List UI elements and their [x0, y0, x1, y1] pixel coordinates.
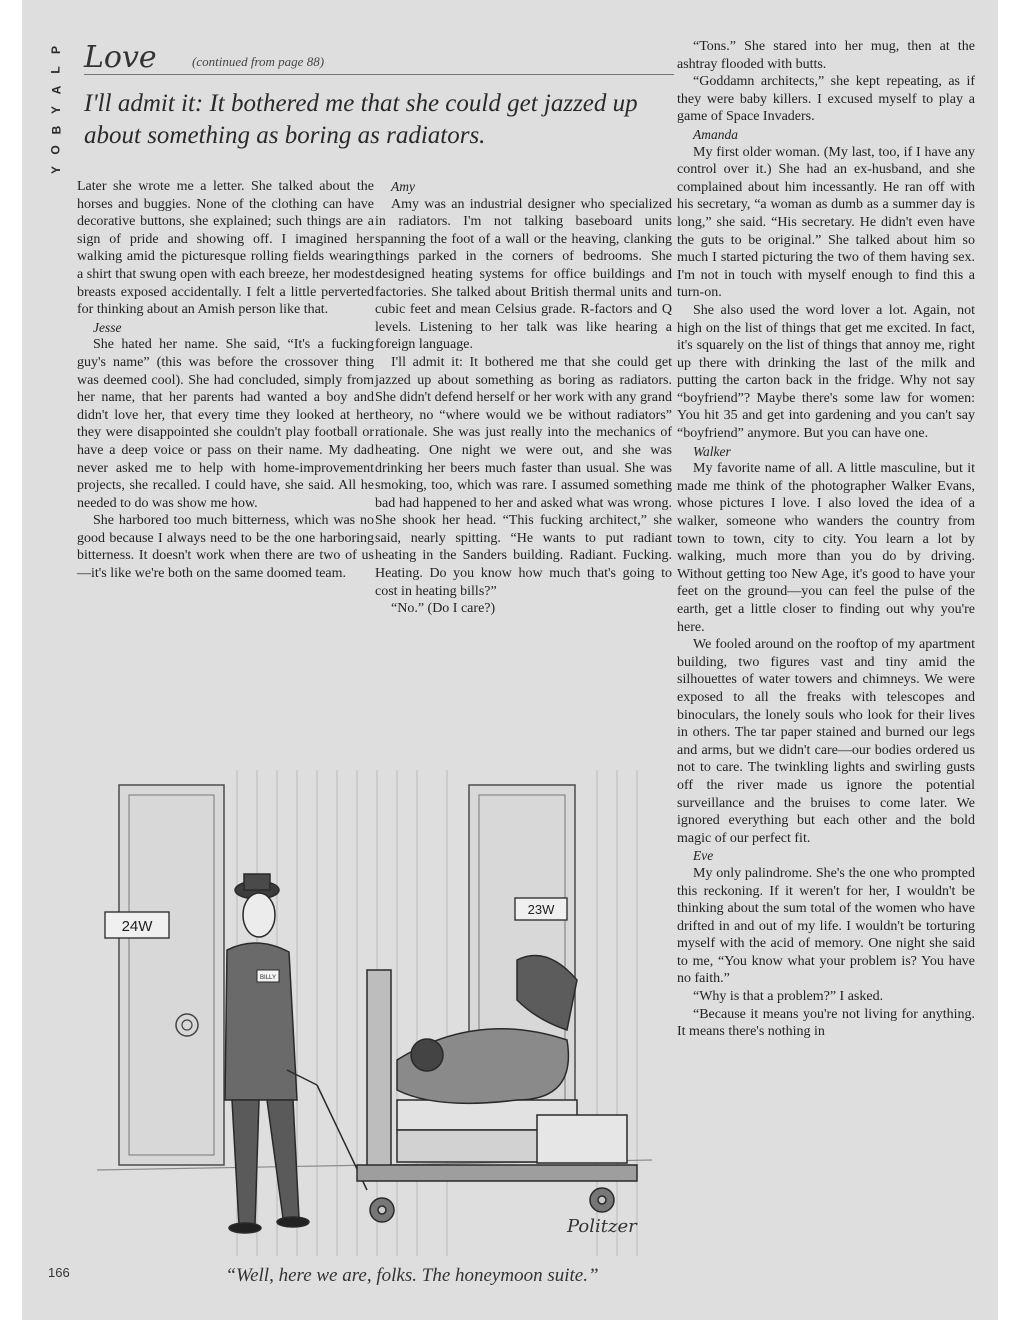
magazine-letter: Y: [48, 105, 63, 115]
room-plate-23w: [515, 898, 567, 920]
paragraph: “Goddamn architects,” she kept repeating, as if they were baby killers. I excused myself to play a game of Space Invaders.: [677, 74, 975, 125]
paragraph: My first older woman. (My last, too, if I have any control over it.) She had an ex-husband, and she complained about him incessantly. He ran off with his secretary, “a woman as dumb as a summer day is long,” she said. “His secretary. He didn't even have the guts to be original.” She talked about him so much I started picturing the two of them having sex. I'm not in touch with myself enough to find this a turn-on.: [677, 144, 975, 301]
paragraph: “Tons.” She stared into her mug, then at the ashtray flooded with butts.: [677, 39, 975, 72]
magazine-letter: B: [48, 125, 63, 135]
section-name: Amy: [391, 179, 415, 194]
bellhop-figure: [225, 874, 317, 1233]
magazine-letter: A: [48, 85, 63, 95]
paragraph: She also used the word lover a lot. Again, not high on the list of things that get me excited. In fact, it's squarely on the list of things that annoy me, right up there with drinking the last of the milk and putting the carton back in the fridge. Why not say “boyfriend”? Maybe there's some law for women: You hit 35 and get into gardening and you can't say “boyfriend” anymore. But you can have one.: [677, 302, 975, 442]
paragraph: She harbored too much bitterness, which was no good because I always need to be the one harboring bitterness. It doesn't work when there are two of us—it's like we're both on the same doomed team.: [77, 513, 374, 582]
paragraph: “No.” (Do I care?): [391, 601, 496, 617]
paragraph: We fooled around on the rooftop of my apartment building, two figures vast and tiny amid the silhouettes of water towers and chimneys. We were exposed to all the freaks with telescopes and binoculars, the lonely souls who look for their lives in others. The tar paper stained and burned our legs and arms, but we didn't care—our bodies ordered us not to care. The twinkling lights and swirling gusts off the river made us ignore the potential surveillance and the bruises to come later. We ignored everything but each other and the bold magic of our perfect fit.: [677, 637, 975, 846]
page-number: 166: [48, 1265, 70, 1280]
section-name: Jesse: [93, 319, 122, 335]
paragraph: I'll admit it: It bothered me that she could get jazzed up about something as boring as radiators. She didn't defend herself or her work with any grand theory, no “where would we be without radiators” rationale. She was just really into the mechanics of heating. One night we were out, and she was drinking her beers much faster than usual. She was smoking, too, which was rare. I assumed something bad had happened to her and asked what was wrong. She shook her head. “This fucking architect,” she said, nearly spitting. “He wants to put radiant heating in the Sanders building. Radiant. Fucking. Heating. Do you know how much that's going to cost in heating bills?”: [375, 354, 672, 599]
room-plate-24w: [105, 912, 169, 938]
paragraph: “Because it means you're not living for anything. It means there's nothing in: [677, 1006, 975, 1040]
magazine-page: [22, 0, 998, 1320]
paragraph: She hated her name. She said, “It's a fucking guy's name” (this was before the crossover thing was deemed cool). She had concluded, simply from her name, that her parents had wanted a boy and didn't love her, that every time they looked at her they were disappointed she couldn't play football or have a deep voice or pass on their name. My dad never asked me to help with home-improvement projects, she recalled. I could have, she said. All he needed to do was show me how.: [77, 337, 374, 511]
svg-text:23W: 23W: [527, 902, 555, 917]
header-rule: [84, 74, 674, 75]
artist-signature: Politzer: [567, 1216, 637, 1237]
paragraph: “Why is that a problem?” I asked.: [693, 989, 884, 1005]
paragraph: Later she wrote me a letter. She talked about the horses and buggies. None of the clothing can have decorative buttons, she explained; such things are a sign of pride and showing off. I imagined her walking amid the picturesque rolling fields wearing a shirt that swung open with each breeze, her modest breasts exposed accidentally. I felt a little perverted for thinking about an Amish person like that.: [77, 179, 374, 318]
svg-text:BILLY: BILLY: [260, 975, 276, 981]
magazine-letter: P: [48, 45, 63, 55]
text-column-3: [677, 38, 975, 1041]
section-name: Amanda: [693, 126, 738, 142]
svg-text:24W: 24W: [121, 918, 153, 935]
paragraph: My favorite name of all. A little masculine, but it made me think of the photographer Walker Evans, whose pictures I love. I also loved the idea of a walker, someone who wanders the country from town to town, city to city. You learn a lot by walking, much more than you do by driving. Without getting too New Age, it's good to have your feet on the ground—you can feel the pulse of the earth, get a little closer to finding out why you're here.: [677, 461, 975, 635]
text-column-1: [77, 178, 374, 583]
section-name: Walker: [693, 443, 731, 459]
cartoon-caption: “Well, here we are, folks. The honeymoon suite.”: [225, 1265, 599, 1286]
magazine-letter: Y: [48, 165, 63, 175]
section-title: Love: [84, 40, 157, 75]
paragraph: My only palindrome. She's the one who prompted this reckoning. If it weren't for her, I wouldn't be thinking about the sum total of the women who have drifted in and out of my life. I wouldn't be torturing myself with the acid of memory. One night she said to me, “You know what your problem is? You have no faith.”: [677, 865, 975, 987]
text-column-2: [375, 178, 672, 618]
magazine-letter: O: [49, 145, 63, 155]
magazine-letter: L: [49, 66, 63, 74]
section-header: [84, 40, 684, 80]
paragraph: Amy was an industrial designer who specialized in radiators. I'm not talking baseboard units spanning the foot of a wall or the heaving, clanking things parked in the corners of bedrooms. She designed heating systems for office buildings and factories. She talked about British thermal units and cubic feet and mean Celsius grade. R-factors and Q levels. Listening to her talk was like hearing a foreign language.: [375, 196, 672, 353]
section-name: Eve: [693, 848, 714, 864]
magazine-name-vertical: [46, 40, 66, 180]
continued-note: (continued from page 88): [192, 54, 325, 69]
left-door: [119, 785, 224, 1165]
pull-quote: I'll admit it: It bothered me that she could get jazzed up about something as boring as radiators.: [84, 90, 638, 149]
cartoon-illustration: [97, 770, 652, 1256]
